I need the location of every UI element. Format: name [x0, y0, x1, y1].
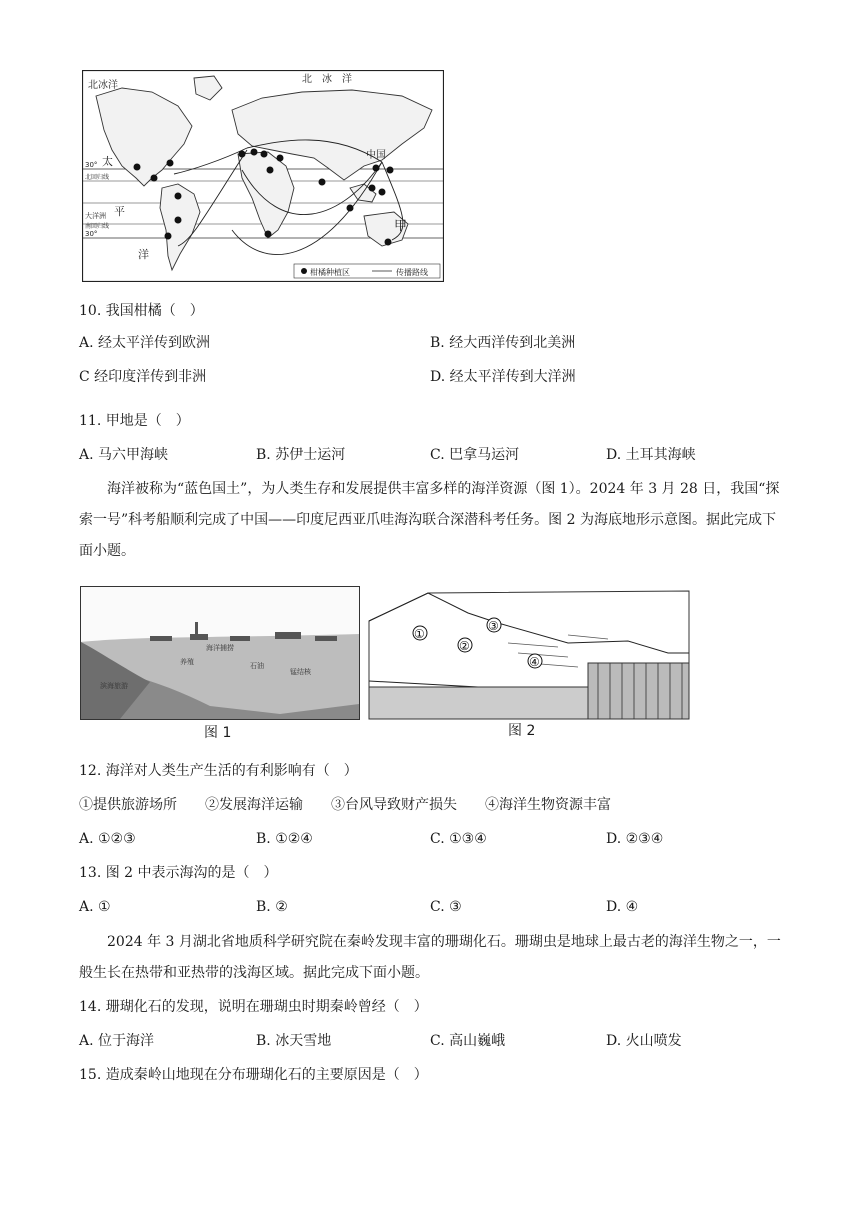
- fig2-label-2: ②: [459, 639, 470, 653]
- q10-option-d: D. 经太平洋传到大洋洲: [430, 369, 576, 385]
- q14-option-d: D. 火山喷发: [606, 1033, 682, 1049]
- q11-stem: 11. 甲地是（ ）: [79, 413, 190, 429]
- map-label-tropic-s: 南回归线: [85, 223, 110, 230]
- legend-citrus-area: 柑橘种植区: [310, 268, 350, 277]
- q14-option-c: C. 高山巍峨: [430, 1033, 506, 1049]
- q13-option-b: B. ②: [256, 899, 288, 915]
- q12-option-d: D. ②③④: [606, 831, 664, 847]
- map-label-tropic-n: 北回归线: [85, 174, 110, 181]
- q13-option-a: A. ①: [79, 899, 111, 915]
- q11-option-d: D. 土耳其海峡: [606, 447, 696, 463]
- q11-option-a: A. 马六甲海峡: [79, 447, 169, 463]
- q10-option-c: C 经印度洋传到非洲: [79, 369, 207, 385]
- figure1-ocean-resources: [80, 586, 360, 720]
- svg-text:滨海旅游: 滨海旅游: [100, 682, 128, 690]
- map-label-arctic-left: 北冰洋: [88, 80, 118, 91]
- svg-text:养殖: 养殖: [180, 658, 194, 666]
- q13-stem: 13. 图 2 中表示海沟的是（ ）: [79, 865, 278, 881]
- map-label-30n: 30°: [85, 161, 98, 169]
- q10-option-a: A. 经太平洋传到欧洲: [79, 335, 211, 351]
- q12-stem: 12. 海洋对人类生产生活的有利影响有（ ）: [79, 763, 358, 779]
- map-label-arctic-top: 北 冰 洋: [302, 74, 352, 85]
- q10-stem: 10. 我国柑橘（ ）: [79, 303, 204, 319]
- fig2-label-4: ④: [529, 655, 540, 669]
- map-label-oceania: 大洋洲: [85, 212, 106, 220]
- q11-option-b: B. 苏伊士运河: [256, 447, 346, 463]
- map-label-30s: 30°: [85, 230, 98, 238]
- svg-text:石油: 石油: [250, 662, 264, 670]
- passage-ocean: 海洋被称为“蓝色国土”，为人类生存和发展提供丰富多样的海洋资源（图 1）。2024 年 3 月 28 日，我国“探索一号”科考船顺利完成了中国——印度尼西亚爪哇海沟联合深潜科考任务。图 2 为海底地形示意图。据此完成下面小题。: [79, 481, 780, 559]
- q12-option-c: C. ①③④: [430, 831, 487, 847]
- map-label-yang: 洋: [138, 248, 149, 261]
- passage-coral: 2024 年 3 月湖北省地质科学研究院在秦岭发现丰富的珊瑚化石。珊瑚虫是地球上最古老的海洋生物之一，一般生长在热带和亚热带的浅海区域。据此完成下面小题。: [79, 934, 781, 981]
- figure1-caption: 图 1: [204, 725, 232, 741]
- q11-option-c: C. 巴拿马运河: [430, 447, 520, 463]
- map-label-tai: 太: [102, 155, 113, 168]
- q12-option-a: A. ①②③: [79, 831, 136, 847]
- figure2-seafloor: [368, 583, 690, 721]
- fig2-label-3: ③: [488, 619, 499, 633]
- citrus-spread-map: [82, 70, 444, 282]
- legend-spread-route: 传播路线: [396, 268, 428, 277]
- q13-option-d: D. ④: [606, 899, 639, 915]
- svg-text:锰结核: 锰结核: [290, 668, 311, 676]
- figure2-caption: 图 2: [508, 723, 536, 739]
- q10-option-b: B. 经大西洋传到北美洲: [430, 335, 576, 351]
- q15-stem: 15. 造成秦岭山地现在分布珊瑚化石的主要原因是（ ）: [79, 1067, 428, 1083]
- q14-stem: 14. 珊瑚化石的发现，说明在珊瑚虫时期秦岭曾经（ ）: [79, 999, 428, 1015]
- fig2-label-1: ①: [414, 627, 425, 641]
- q13-option-c: C. ③: [430, 899, 462, 915]
- q12-option-b: B. ①②④: [256, 831, 313, 847]
- map-label-jia: 甲: [394, 219, 408, 234]
- q14-option-a: A. 位于海洋: [79, 1033, 155, 1049]
- q12-items: ①提供旅游场所 ②发展海洋运输 ③台风导致财产损失 ④海洋生物资源丰富: [79, 797, 611, 813]
- map-label-china: 中国: [366, 150, 386, 161]
- q14-option-b: B. 冰天雪地: [256, 1033, 332, 1049]
- map-label-ping: 平: [114, 205, 125, 218]
- svg-text:海洋捕捞: 海洋捕捞: [206, 644, 234, 652]
